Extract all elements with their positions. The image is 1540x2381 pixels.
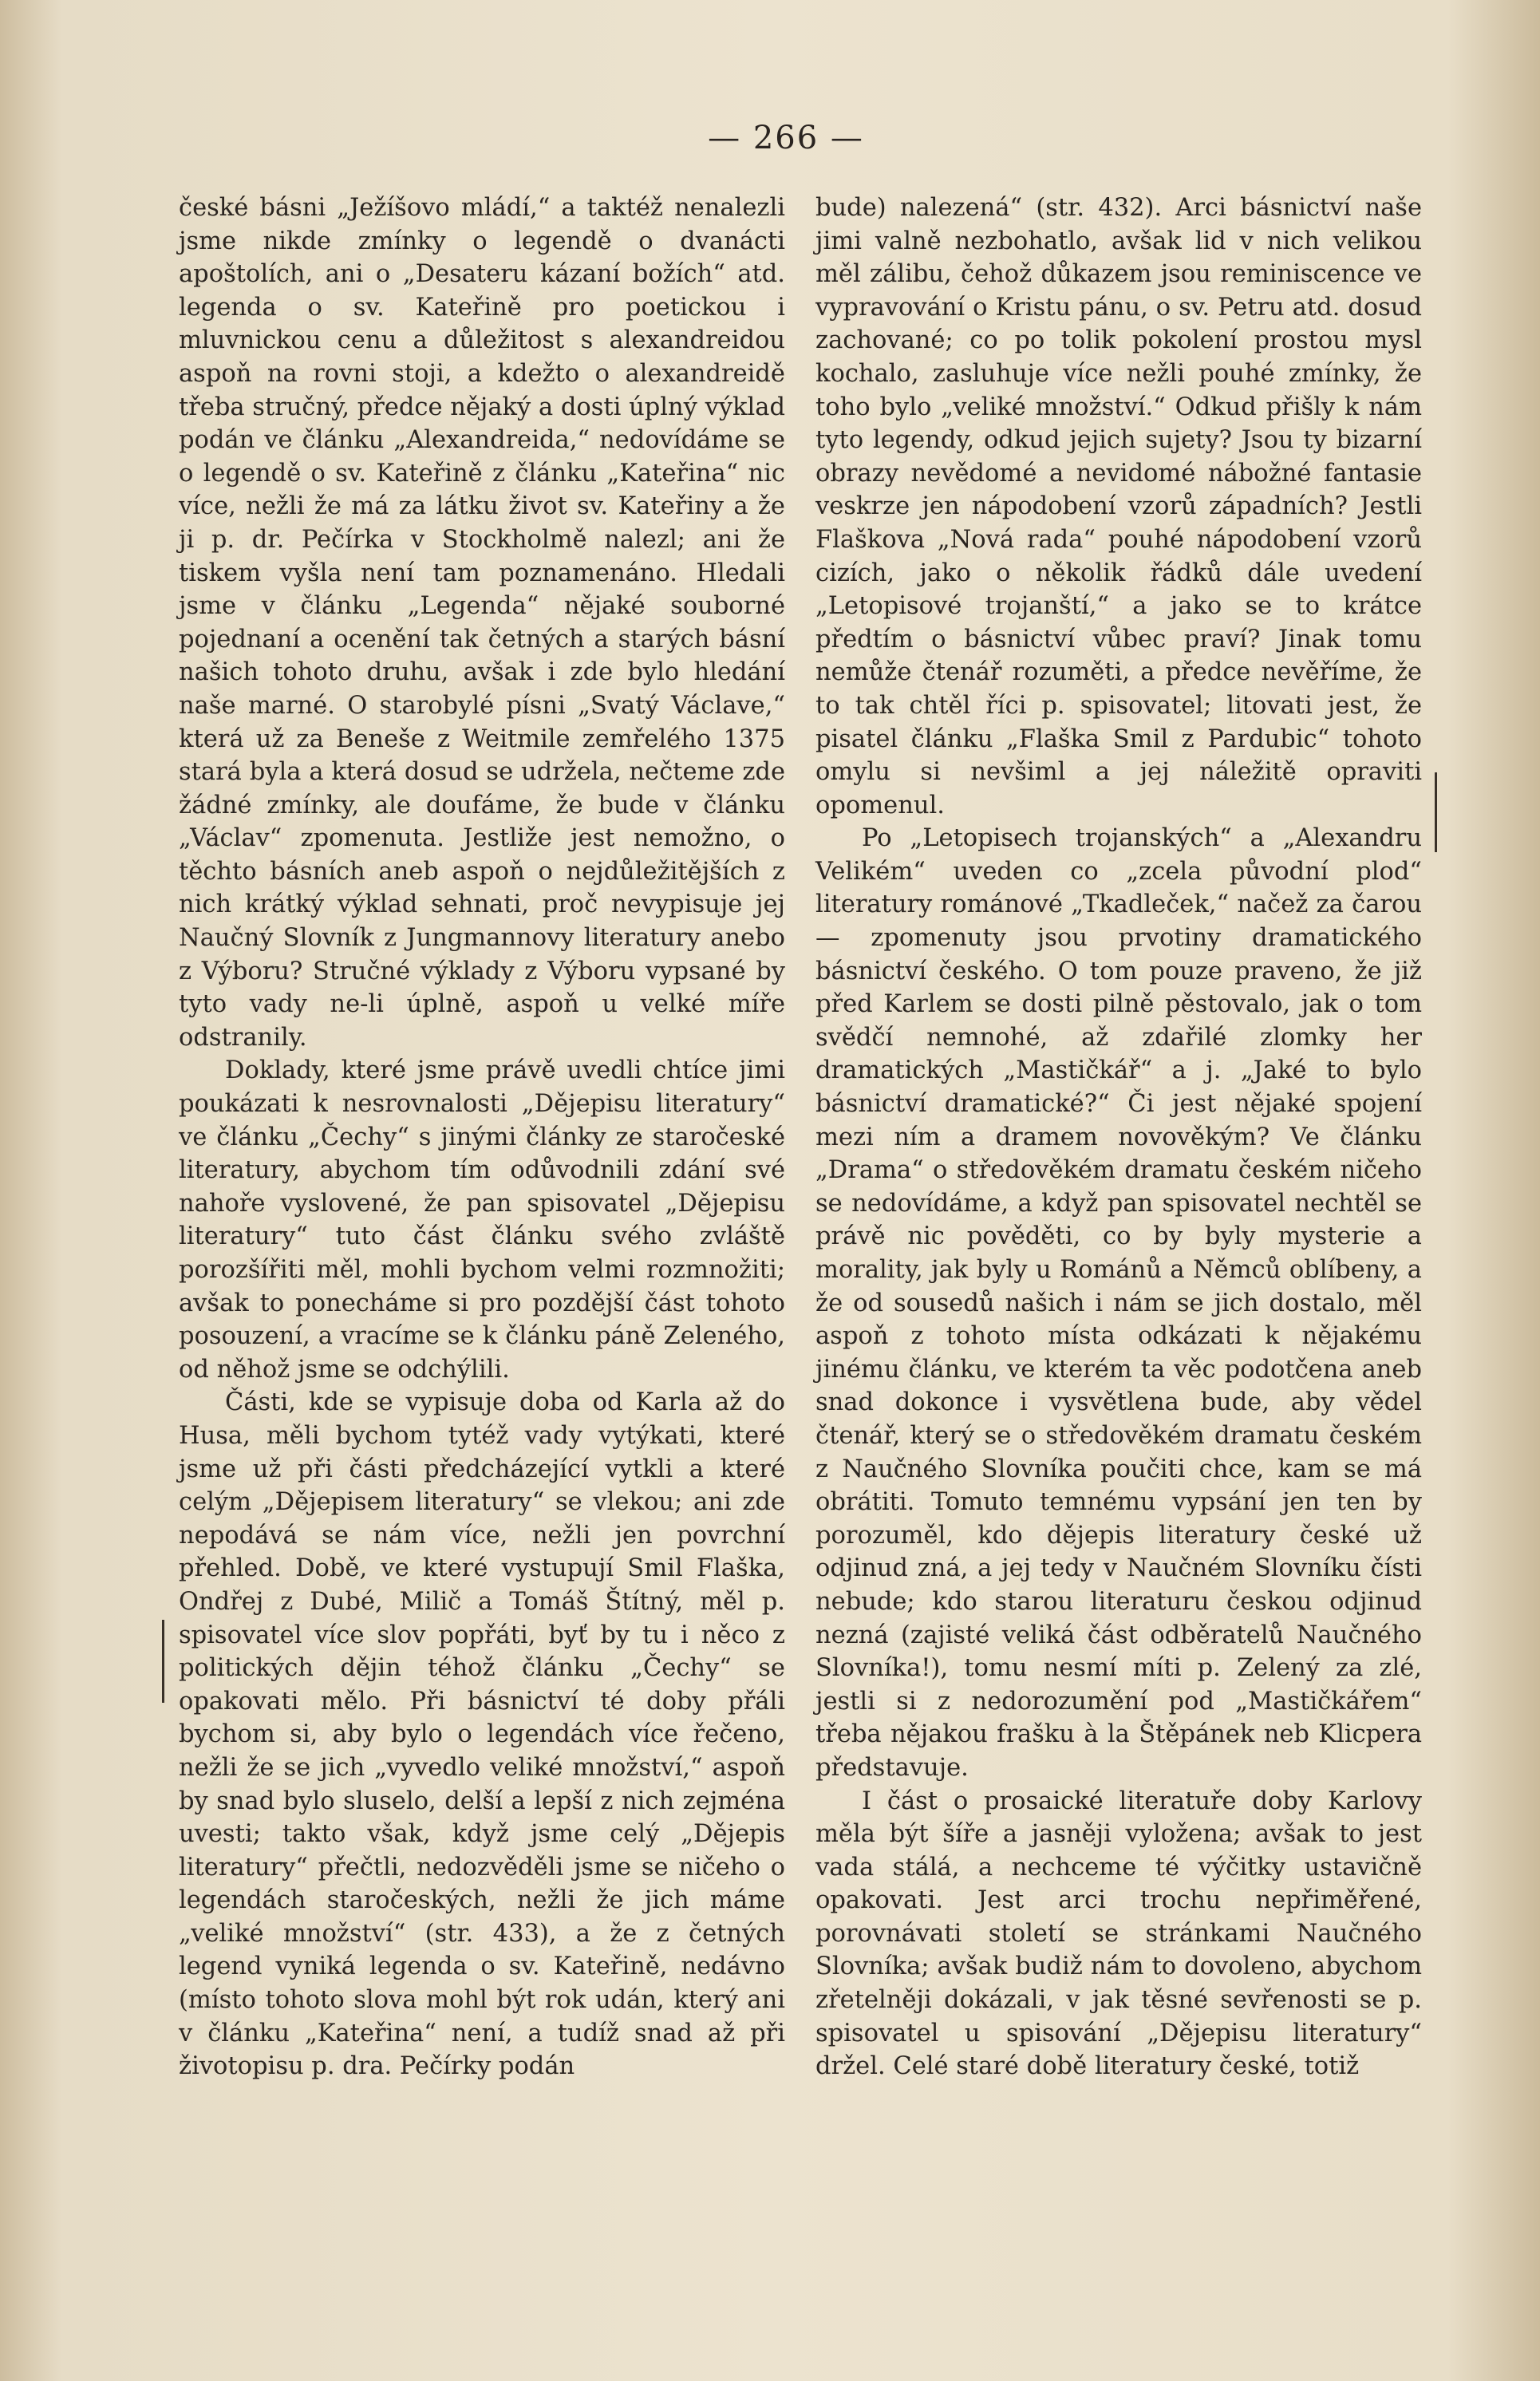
paragraph: Po „Letopisech trojanských“ a „Alexandru Velikém“ uveden co „zcela původní plod“ literatury románové „Tkadleček,“ načež za čarou — zpomenuty jsou prvotiny dramatického básnictví českého. O tom pouze praveno, že již před Karlem se dosti pilně pěstovalo, jak o tom svědčí nemnohé, až zdařilé zlomky her dramatických „Mastičkář“ a j. „Jaké to bylo básnictví dramatické?“ Či jest nějaké spojení mezi ním a dramem novověkým? Ve článku „Drama“ o středověkém dramatu českém ničeho se nedovídáme, a když pan spisovatel nechtěl se právě nic pověděti, co by byly mysterie a morality, jak byly u Románů a Němců oblíbeny, a že od sousedů našich i nám se jich dostalo, měl aspoň z tohoto místa odkázati k nějakému jinému článku, ve kterém ta věc podotčena aneb snad dokonce i vysvětlena bude, aby vědel čtenář, který se o středověkém dramatu českém z Naučného Slovníka poučiti chce, kam se má obrátiti. Tomuto temnému vypsání jen ten by porozuměl, kdo dějepis literatury české už odjinud zná, a jej tedy v Naučném Slovníku čísti nebude; kdo starou literaturu českou odjinud nezná (zajisté veliká část odběratelů Naučného Slovníka!), tomu nesmí míti p. Zelený za zlé, jestli si z nedorozumění pod „Mastičkářem“ třeba nějakou frašku à la Štěpánek neb Klicpera představuje.	[815, 824, 1422, 1782]
paragraph: české básni „Ježíšovo mládí,“ a taktéž nenalezli jsme nikde zmínky o legendě o dvanácti apoštolích, ani o „Desateru kázaní božích“ atd. legenda o sv. Kateřině pro poetickou i mluvnickou cenu a důležitost s alexandreidou aspoň na rovni stoji, a kdežto o alexandreidě třeba stručný, předce nějaký a dosti úplný výklad podán ve článku „Alexandreida,“ nedovídáme se o legendě o sv. Kateřině z článku „Kateřina“ nic více, nežli že má za látku život sv. Kateřiny a že ji p. dr. Pečírka v Stockholmě nalezl; ani že tiskem vyšla není tam poznamenáno. Hledali jsme v článku „Legenda“ nějaké souborné pojednaní a ocenění tak četných a starých básní našich tohoto druhu, avšak i zde bylo hledání naše marné. O starobylé písni „Svatý Václave,“ která už za Beneše z Weitmile zemřelého 1375 stará byla a která dosud se udržela, nečteme zde žádné zmínky, ale doufáme, že bude v článku „Václav“ zpomenuta. Jestliže jest nemožno, o těchto básních aneb aspoň o nejdůležitějších z nich krátký výklad sehnati, proč nevypisuje jej Naučný Slovník z Jungmannovy literatury anebo z Výboru? Stručné výklady z Výboru vypsané by tyto vady ne-li úplně, aspoň u velké míře odstranily.	[179, 194, 785, 1052]
margin-mark-right	[1435, 772, 1437, 852]
right-column	[815, 192, 1422, 2083]
paragraph: Doklady, které jsme právě uvedli chtíce jimi poukázati k nesrovnalosti „Dějepisu literatury“ ve článku „Čechy“ s jinými články ze staročeské literatury, abychom tím odůvodnili zdání své nahoře vyslovené, že pan spisovatel „Dějepisu literatury“ tuto část článku svého zvláště porozšířiti měl, mohli bychom velmi rozmnožiti; avšak to ponecháme si pro pozdější část tohoto posouzení, a vracíme se k článku páně Zeleného, od něhož jsme se odchýlili.	[179, 1056, 785, 1384]
paragraph: I část o prosaické literatuře doby Karlovy měla být šíře a jasněji vyložena; avšak to jest vada stálá, a nechceme té výčitky ustavičně opakovati. Jest arci trochu nepřiměřené, porovnávati století se stránkami Naučného Slovníka; avšak budiž nám to dovoleno, abychom zřetelněji dokázali, v jak těsné sevřenosti se p. spisovatel u spisování „Dějepisu literatury“ držel. Celé staré době literatury české, totiž	[815, 1787, 1422, 2081]
paragraph: Části, kde se vypisuje doba od Karla až do Husa, měli bychom tytéž vady vytýkati, které jsme už při části předcházející vytkli a které celým „Dějepisem literatury“ se vlekou; ani zde nepodává se nám více, nežli jen povrchní přehled. Době, ve které vystupují Smil Flaška, Ondřej z Dubé, Milič a Tomáš Štítný, měl p. spisovatel více slov popřáti, byť by tu i něco z politických dějin téhož článku „Čechy“ se opakovati mělo. Při básnictví té doby přáli bychom si, aby bylo o legendách více řečeno, nežli že se jich „vyvedlo veliké množství,“ aspoň by snad bylo sluselo, delší a lepší z nich zejména uvesti; takto však, když jsme celý „Dějepis literatury“ přečtli, nedozvěděli jsme se ničeho o legendách staročeských, nežli že jich máme „veliké množství“ (str. 433), a že z četných legend vyniká legenda o sv. Kateřině, nedávno (místo tohoto slova mohl být rok udán, který ani v článku „Kateřina“ není, a tudíž snad až při životopisu p. dra. Pečírky podán	[179, 1388, 785, 2081]
left-column	[179, 192, 785, 2083]
page-number: — 266 —	[708, 120, 864, 156]
margin-mark-left	[162, 1620, 164, 1703]
paragraph: bude) nalezená“ (str. 432). Arci básnictví naše jimi valně nezbohatlo, avšak lid v nich velikou měl zálibu, čehož důkazem jsou reminiscence ve vypravování o Kristu pánu, o sv. Petru atd. dosud zachované; co po tolik pokolení prostou mysl kochalo, zasluhuje více nežli pouhé zmínky, že toho bylo „veliké množství.“ Odkud přišly k nám tyto legendy, odkud jejich sujety? Jsou ty bizarní obrazy nevědomé a nevidomé nábožné fantasie veskrze jen nápodobení vzorů západních? Jestli Flaškova „Nová rada“ pouhé nápodobení vzorů cizích, jako o několik řádků dále uvedení „Letopisové trojanští,“ a jako se to krátce předtím o básnictví vůbec praví? Jinak tomu nemůže čtenář rozuměti, a předce nevěříme, že to tak chtěl říci p. spisovatel; litovati jest, že pisatel článku „Flaška Smil z Pardubic“ tohoto omylu si nevšiml a jej náležitě opraviti opomenul.	[815, 194, 1422, 819]
